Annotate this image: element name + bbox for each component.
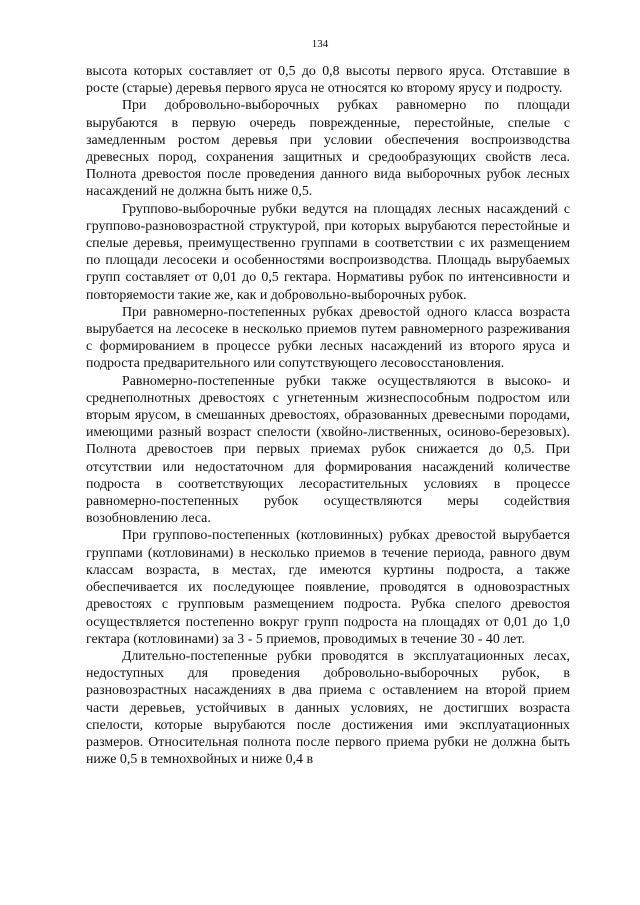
paragraph-voluntary-selective: При добровольно-выборочных рубках равномерно по площади вырубаются в первую очередь поврежденные, перестойные, спелые с замедленным ростом деревья при условии обеспечения воспроизводства древесных пород, сохранения защитных и средообразующих свойств леса. Полнота древостоя после проведения данного вида выборочных рубок лесных насаждений не должна быть ниже 0,5. <box>86 98 570 200</box>
page-number: 134 <box>311 38 329 50</box>
paragraph-continuation: высота которых составляет от 0,5 до 0,8 высоты первого яруса. Отставшие в росте (старые) деревья первого яруса не относятся ко второму ярусу и подросту. <box>86 64 570 97</box>
paragraph-long-gradual: Длительно-постепенные рубки проводятся в эксплуатационных лесах, недоступных для проведения добровольно-выборочных рубок, в разновозрастных насаждениях в два приема с оставлением на второй прием части деревьев, устойчивых в данных условиях, не достигших возраста спелости, которые вырубаются после достижения ими эксплуатационных размеров. Относительная полнота после первого приема рубки не должна быть ниже 0,5 в темнохвойных и ниже 0,4 в <box>86 648 570 768</box>
paragraph-group-selective: Группово-выборочные рубки ведутся на площадях лесных насаждений с группово-разновозрастной структурой, при которых вырубаются перестойные и спелые деревья, преимущественно группами в соответствии с их размещением по площади лесосеки и особенностями воспроизводства. Площадь вырубаемых групп составляет от 0,01 до 0,5 гектара. Нормативы рубок по интенсивности и повторяемости такие же, как и добровольно-выборочных рубок. <box>86 201 570 303</box>
paragraph-uniform-gradual-extra: Равномерно-постепенные рубки также осуществляются в высоко- и среднеполнотных древостоях с угнетенным жизнеспособным подростом или вторым ярусом, в смешанных древостоях, образованных древесными породами, имеющими разный возраст спелости (хвойно-лиственных, осиново-березовых). Полнота древостоев при первых приемах рубок снижается до 0,5. При отсутствии или недостаточном для формирования насаждений количестве подроста в соответствующих лесорастительных условиях в процессе равномерно-постепенных рубок осуществляются меры содействия возобновлению леса. <box>86 373 570 527</box>
paragraph-group-gradual: При группово-постепенных (котловинных) рубках древостой вырубается группами (котловинами) в несколько приемов в течение периода, равного двум классам возраста, в местах, где имеются куртины подроста, а также обеспечивается их последующее появление, проводятся в одновозрастных древостоях с групповым размещением подроста. Рубка спелого древостоя осуществляется постепенно вокруг групп подроста на площадях от 0,01 до 1,0 гектара (котловинами) за 3 - 5 приемов, проводимых в течение 30 - 40 лет. <box>86 528 570 647</box>
paragraph-uniform-gradual: При равномерно-постепенных рубках древостой одного класса возраста вырубается на лесосеке в несколько приемов путем равномерного разреживания с формированием в процессе рубки лесных насаждений из второго яруса и подроста предварительного или сопутствующего лесовосстановления. <box>86 304 570 372</box>
body-text <box>86 63 570 768</box>
